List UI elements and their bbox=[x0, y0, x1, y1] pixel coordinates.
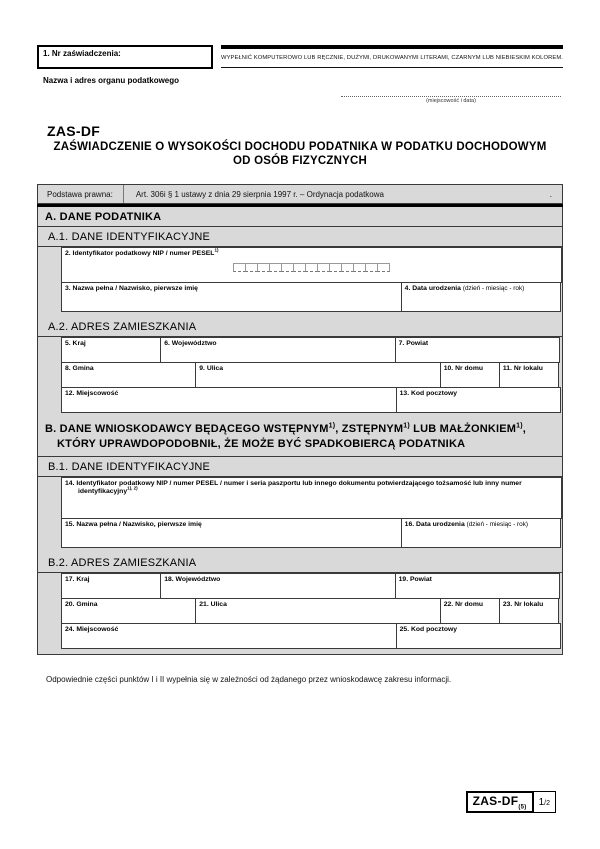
form-code: ZAS-DF bbox=[47, 123, 101, 139]
field-7-county[interactable] bbox=[395, 337, 560, 363]
field-18-label: 18. Województwo bbox=[164, 575, 221, 583]
legal-basis-label: Podstawa prawna: bbox=[47, 189, 113, 199]
field-11-flat-no[interactable] bbox=[499, 362, 559, 388]
field-14-identifier[interactable] bbox=[61, 477, 562, 519]
field-2-label: 2. Identyfikator podatkowy NIP / numer PESEL bbox=[65, 250, 215, 257]
field-25-postal-code[interactable] bbox=[396, 623, 561, 649]
legal-basis-bar bbox=[37, 184, 563, 204]
place-date-caption: (miejscowość i data) bbox=[426, 98, 476, 104]
field-3-label: 3. Nazwa pełna / Nazwisko, pierwsze imię bbox=[65, 285, 198, 292]
field-10-house-no[interactable] bbox=[440, 362, 500, 388]
footer-code-text: ZAS-DF bbox=[472, 793, 519, 808]
field-23-label: 23. Nr lokalu bbox=[502, 600, 544, 608]
field-10-label: 10. Nr domu bbox=[443, 365, 484, 372]
footnote-text: Odpowiednie części punktów I i II wypełnia się w zależności od żądanego przez wnioskodawcę zakresu informacji. bbox=[46, 674, 452, 684]
field-25-label: 25. Kod pocztowy bbox=[399, 625, 458, 633]
section-b-header bbox=[38, 418, 562, 457]
section-b1-header: B.1. DANE IDENTYFIKACYJNE bbox=[38, 457, 562, 477]
field-8-label: 8. Gmina bbox=[65, 365, 94, 372]
section-a1-header: A.1. DANE IDENTYFIKACYJNE bbox=[38, 227, 562, 247]
field-4-birth-date[interactable] bbox=[401, 282, 561, 312]
form-body bbox=[37, 207, 563, 655]
field-17-label: 17. Kraj bbox=[65, 575, 90, 583]
section-b-header-text: , ZSTĘPNYM bbox=[335, 423, 404, 435]
footer-code-version: (5) bbox=[518, 804, 527, 810]
footnote-ref: 1) bbox=[328, 422, 336, 430]
field-16-label: 16. Data urodzenia bbox=[404, 520, 465, 528]
field-5-label: 5. Kraj bbox=[65, 340, 86, 347]
comb-cell[interactable] bbox=[377, 263, 390, 272]
section-a1-fields bbox=[38, 247, 562, 317]
field-19-label: 19. Powiat bbox=[398, 575, 432, 583]
place-date-block bbox=[341, 89, 561, 104]
form-title-line1: ZAŚWIADCZENIE O WYSOKOŚCI DOCHODU PODATNIKA W PODATKU DOCHODOWYM bbox=[53, 141, 547, 153]
section-b1-fields bbox=[38, 477, 562, 553]
field-5-country[interactable] bbox=[61, 337, 161, 363]
footer-page-total: /2 bbox=[544, 800, 550, 808]
certificate-number-field[interactable] bbox=[37, 45, 213, 69]
section-b-header-text: LUB MAŁŻONKIEM bbox=[409, 423, 517, 435]
field-8-commune[interactable] bbox=[61, 362, 196, 388]
section-b-header-text: , bbox=[522, 423, 527, 435]
field-20-label: 20. Gmina bbox=[65, 600, 98, 608]
field-18-voivodeship[interactable] bbox=[160, 573, 395, 599]
field-23-flat-no[interactable] bbox=[499, 598, 559, 624]
field-24-locality[interactable] bbox=[61, 623, 397, 649]
field-2-footnote: 1) bbox=[214, 247, 219, 253]
field-21-label: 21. Ulica bbox=[199, 600, 227, 608]
section-a2-fields bbox=[38, 337, 562, 418]
tax-authority-label: Nazwa i adres organu podatkowego bbox=[43, 76, 180, 85]
field-12-label: 12. Miejscowość bbox=[65, 390, 119, 397]
field-21-street[interactable] bbox=[195, 598, 440, 624]
field-9-street[interactable] bbox=[195, 362, 440, 388]
field-17-country[interactable] bbox=[61, 573, 161, 599]
field-22-house-no[interactable] bbox=[440, 598, 500, 624]
field-13-postal-code[interactable] bbox=[396, 387, 561, 413]
field-4-label: 4. Data urodzenia bbox=[404, 285, 461, 292]
field-11-label: 11. Nr lokalu bbox=[502, 365, 543, 372]
top-row bbox=[37, 45, 563, 69]
section-a-header: A. DANE PODATNIKA bbox=[38, 207, 562, 227]
section-b2-header: B.2. ADRES ZAMIESZKANIA bbox=[38, 553, 562, 573]
title-block bbox=[37, 123, 563, 167]
footer-page-number: 1 bbox=[538, 796, 545, 808]
field-15-label: 15. Nazwa pełna / Nazwisko, pierwsze imię bbox=[65, 520, 202, 528]
field-2-nip-pesel[interactable] bbox=[61, 247, 562, 283]
field-7-label: 7. Powiat bbox=[398, 340, 429, 347]
field-4-hint: (dzień - miesiąc - rok) bbox=[462, 285, 525, 292]
section-b-header-text: B. DANE WNIOSKODAWCY BĘDĄCEGO WSTĘPNYM bbox=[45, 423, 329, 435]
certificate-number-label: 1. Nr zaświadczenia: bbox=[43, 49, 121, 58]
field-16-hint: (dzień - miesiąc - rok) bbox=[466, 520, 529, 528]
fill-instruction-text: WYPEŁNIĆ KOMPUTEROWO LUB RĘCZNIE, DUŻYMI, DRUKOWANYMI LITERAMI, CZARNYM LUB NIEBIESKIM KOLOREM. bbox=[221, 55, 563, 61]
footnote-ref: 1) bbox=[516, 422, 523, 430]
legal-basis-text: Art. 306i § 1 ustawy z dnia 29 sierpnia 1997 r. – Ordynacja podatkowa bbox=[123, 185, 384, 203]
field-14-label: 14. Identyfikator podatkowy NIP / numer PESEL / numer i seria paszportu lub innego dokumentu potwierdzającego tożsamość lub inny numer identyfikacyjny bbox=[65, 479, 522, 496]
field-13-label: 13. Kod pocztowy bbox=[399, 390, 458, 397]
section-b2-fields bbox=[38, 573, 562, 654]
form-area bbox=[37, 45, 563, 684]
field-22-label: 22. Nr domu bbox=[443, 600, 484, 608]
footer-form-code bbox=[466, 791, 534, 813]
footer-page-indicator bbox=[533, 792, 555, 812]
field-6-voivodeship[interactable] bbox=[160, 337, 395, 363]
footnote-ref: 1) bbox=[403, 422, 410, 430]
form-title-line2: OD OSÓB FIZYCZNYCH bbox=[233, 155, 367, 167]
pesel-comb-input[interactable] bbox=[65, 263, 558, 272]
field-15-full-name[interactable] bbox=[61, 518, 402, 548]
field-16-birth-date[interactable] bbox=[401, 518, 561, 548]
place-date-write-line[interactable] bbox=[341, 89, 561, 97]
fill-instruction-block bbox=[221, 45, 563, 68]
field-24-label: 24. Miejscowość bbox=[65, 625, 119, 633]
footer-form-code-box bbox=[466, 791, 556, 813]
field-14-footnote: 1), 2) bbox=[127, 485, 138, 491]
field-12-locality[interactable] bbox=[61, 387, 397, 413]
field-3-full-name[interactable] bbox=[61, 282, 402, 312]
legal-basis-dot: . bbox=[549, 189, 552, 199]
field-6-label: 6. Województwo bbox=[164, 340, 217, 347]
field-9-label: 9. Ulica bbox=[199, 365, 224, 372]
field-20-commune[interactable] bbox=[61, 598, 196, 624]
section-a2-header: A.2. ADRES ZAMIESZKANIA bbox=[38, 317, 562, 337]
field-19-county[interactable] bbox=[395, 573, 560, 599]
section-b-header-line2: KTÓRY UPRAWDOPODOBNIŁ, ŻE MOŻE BYĆ SPADKOBIERCĄ PODATNIKA bbox=[57, 437, 466, 450]
